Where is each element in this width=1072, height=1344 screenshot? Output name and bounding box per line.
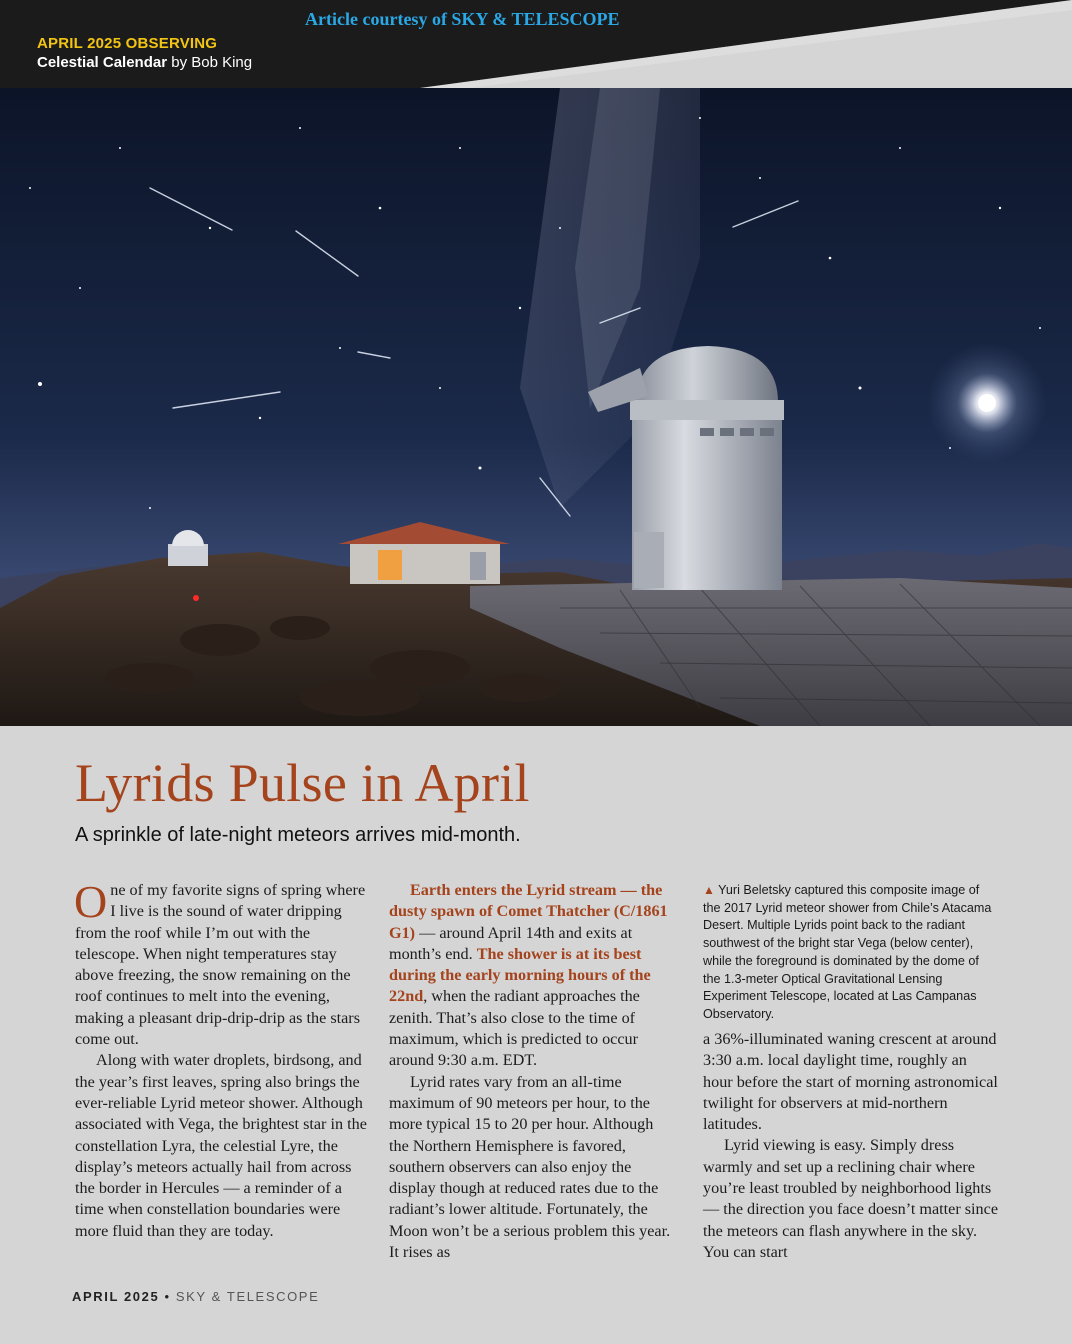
footer-magazine: SKY & TELESCOPE <box>175 1289 320 1304</box>
night-sky-illustration <box>0 88 1072 726</box>
paragraph-6: Lyrid viewing is easy. Simply dress warmly and set up a reclining chair where you’re least troubled by neighborhood lights — the direction you face doesn’t matter since the meteors can flash anywhere in the sky. You can start <box>703 1136 999 1261</box>
paragraph-4: Lyrid rates vary from an all-time maximum of 90 meteors per hour, to the more typical 15 to 20 per hour. Although the Northern Hemisphere is favored, southern observers can also enjoy the display though at reduced rates due to the radiant’s lower altitude. Fortunately, the Moon won’t be a serious problem this year. It rises as <box>389 1072 671 1262</box>
photo-caption <box>703 882 999 1024</box>
section-label: APRIL 2025 OBSERVING <box>37 35 218 52</box>
column-name: Celestial Calendar <box>37 54 168 71</box>
byline: by Bob King <box>167 54 253 71</box>
paragraph-3-text-b: , when the radiant approaches the zenith. That’s also close to the time of maximum, which is predicted to occur around 9:30 a.m. EDT. <box>389 987 640 1070</box>
footer-bullet: • <box>159 1289 176 1304</box>
article-subtitle: A sprinkle of late-night meteors arrives mid-month. <box>75 824 521 846</box>
paragraph-3-text-a: — around April 14th and exits at month’s end. <box>389 923 633 963</box>
article-column-3 <box>703 1029 999 1263</box>
paragraph-5: a 36%-illuminated waning crescent at around 3:30 a.m. local daylight time, roughly an hour before the start of morning astronomical twilight for observers at mid-northern latitudes. <box>703 1030 998 1134</box>
drop-cap: O <box>74 876 108 927</box>
caption-marker-icon: ▲ <box>703 883 715 897</box>
column-byline <box>37 54 252 71</box>
highlight-shower-peak: The shower is at its best during the early morning hours of the 22nd <box>389 944 651 1006</box>
paragraph-1-text: ne of my favorite signs of spring where I live is the sound of water dripping from the roof while I’m out with the telescope. When night temperatures stay above freezing, the snow remaining on the roof continues to melt into the evening, making a pleasant drip-drip-drip as the stars come out. <box>75 881 366 1049</box>
header-band <box>0 0 1072 88</box>
caption-text: Yuri Beletsky captured this composite image of the 2017 Lyrid meteor shower from Chile’s Atacama Desert. Multiple Lyrids point back to the radiant southwest of the bright star Vega (below center), while the foreground is dominated by the dome of the 1.3-meter Optical Gravitational Lensing Experiment Telescope, located at Las Campanas Observatory. <box>703 883 992 1021</box>
highlight-lyrid-stream: Earth enters the Lyrid stream — the dusty spawn of Comet Thatcher (C/1861 G1) <box>389 881 668 942</box>
article-title: Lyrids Pulse in April <box>75 753 530 813</box>
courtesy-line: Article courtesy of SKY & TELESCOPE <box>305 9 620 29</box>
footer-month: APRIL 2025 <box>72 1289 160 1304</box>
paragraph-3 <box>389 880 673 1072</box>
paragraph-2: Along with water droplets, birdsong, and the year’s first leaves, spring also brings the ever-reliable Lyrid meteor shower. Although associated with Vega, the brightest star in the constellation Lyra, the celestial Lyre, the display’s meteors actually hail from across the border in Hercules — a reminder of a time when constellation boundaries were more fluid than they are today. <box>75 1051 367 1240</box>
paragraph-1 <box>74 876 373 1050</box>
article-column-1 <box>74 876 373 1242</box>
page-footer <box>72 1289 319 1304</box>
observatory-photo <box>0 88 1072 726</box>
article-column-2 <box>389 880 673 1263</box>
